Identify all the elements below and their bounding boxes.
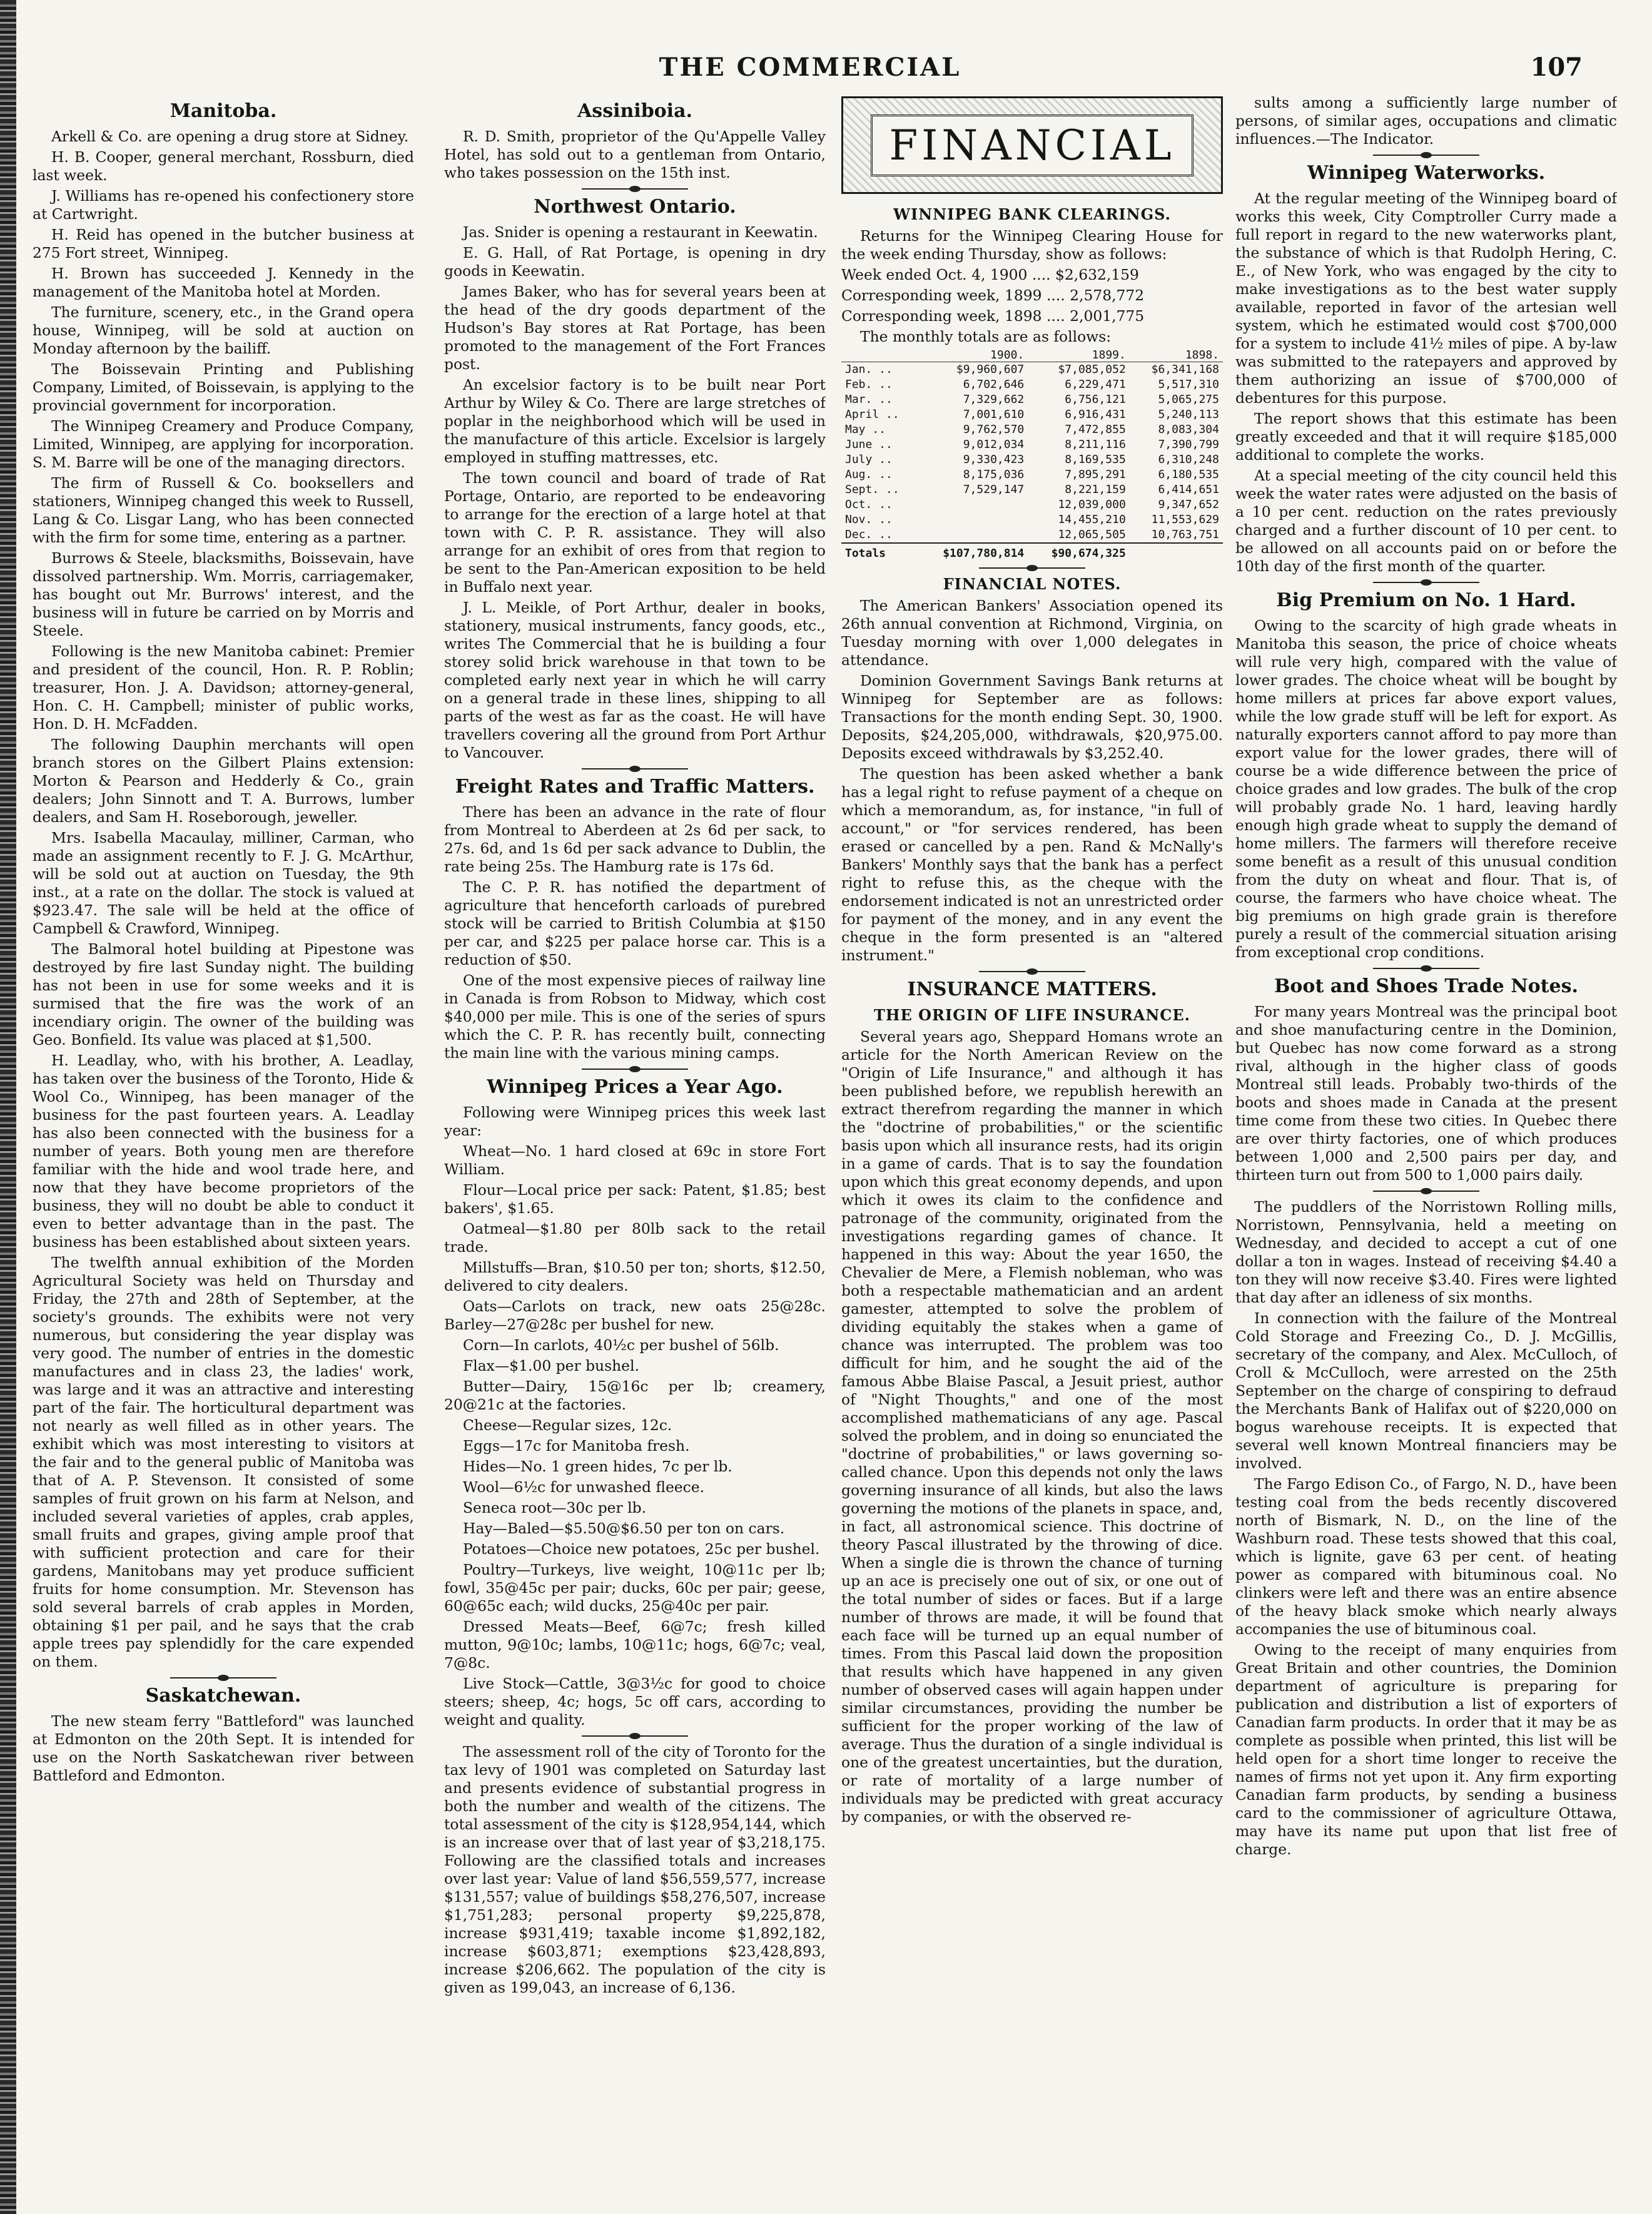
paragraph: The Boissevain Printing and Publishing Company, Limited, of Boissevain, is applying to the provincial government for incorporation.	[33, 360, 414, 414]
paragraph: The following Dauphin merchants will open branch stores on the Gilbert Plains extension: Morton & Pearson and Hedderly & Co., grain dealers; John Sinnott and T. A. Burrows, lumber dealers, and Sam H. Roseborough, jeweller.	[33, 736, 414, 826]
section-miscellaneous	[1235, 1198, 1617, 1859]
section-body	[1235, 1198, 1617, 1859]
paragraph: James Baker, who has for several years been at the head of the dry goods department of the Hudson's Bay stores at Rat Portage, has been promoted to the management of the Fort Frances post.	[444, 283, 826, 373]
table-cell: Totals	[841, 543, 918, 561]
table-cell: Jan. ..	[845, 363, 893, 376]
column-header: 1900.	[918, 348, 1028, 362]
table-cell: 9,012,034	[963, 438, 1025, 451]
paragraph: The assessment roll of the city of Toronto for the tax levy of 1901 was completed on Saturday last and presents evidence of substantial progress in both the number and wealth of the citizens. The total assessment of the city is $128,954,144, which is an increase over that of last year of $3,218,175. Following are the classified totals and increases over last year: Value of land $56,559,577, increase $131,557; value of buildings $58,276,507, increase $1,751,283; personal property $9,225,878, increase $931,419; taxable income $1,892,182, increase $603,871; exemptions $23,428,893, increase $206,662. The population of the city is given as 199,043, an increase of 6,136.	[444, 1743, 826, 1996]
weekly-line: Week ended Oct. 4, 1900 .... $2,632,159	[841, 266, 1139, 283]
table-row	[841, 452, 1223, 467]
table-cell: $107,780,814	[918, 543, 1028, 561]
table-cell: 12,065,505	[1058, 528, 1126, 541]
section-body	[841, 227, 1223, 263]
table-row	[841, 377, 1223, 392]
table-row	[841, 482, 1223, 497]
section-heading: WINNIPEG BANK CLEARINGS.	[893, 205, 1171, 223]
publication-title: THE COMMERCIAL	[659, 53, 961, 82]
paragraph: Hides—No. 1 green hides, 7c per lb.	[463, 1458, 732, 1475]
table-cell: 14,455,210	[1058, 513, 1126, 526]
table-cell	[918, 512, 1028, 527]
table-cell: 7,390,799	[1158, 438, 1219, 451]
weekly-clearings	[841, 266, 1223, 325]
paragraph: Poultry—Turkeys, live weight, 10@11c per lb; fowl, 35@45c per pair; ducks, 60c per pair; geese, 60@65c each; wild ducks, 25@40c per pair.	[444, 1561, 826, 1615]
table-cell: Feb. ..	[845, 378, 893, 391]
table-cell: Mar. ..	[845, 393, 893, 406]
section-body	[444, 803, 826, 1062]
table-cell: 8,175,036	[963, 468, 1025, 481]
section-northwest-ontario	[444, 196, 826, 762]
table-cell: 5,065,275	[1158, 393, 1219, 406]
paragraph: Corn—In carlots, 40½c per bushel of 56lb.	[463, 1336, 779, 1354]
section-body	[1235, 617, 1617, 962]
table-cell: Aug. ..	[845, 468, 893, 481]
section-divider	[582, 1069, 688, 1070]
paragraph: Seneca root—30c per lb.	[463, 1499, 647, 1516]
paragraph: Dressed Meats—Beef, 6@7c; fresh killed mutton, 9@10c; lambs, 10@11c; hogs, 6@7c; veal, 7@8c.	[444, 1618, 826, 1672]
section-body	[33, 128, 414, 1671]
section-body	[444, 128, 826, 182]
paragraph: In connection with the failure of the Montreal Cold Storage and Freezing Co., D. J. McGillis, secretary of the company, and Alex. McCulloch, of Croll & McCulloch, were arrested on the 25th September on the charge of conspiring to defraud the Merchants Bank of Halifax out of $220,000 on bogus warehouse receipts. It is expected that several well known Montreal financiers may be involved.	[1235, 1309, 1617, 1472]
table-cell: 10,763,751	[1151, 528, 1219, 541]
paragraph: The C. P. R. has notified the department of agriculture that henceforth carloads of purebred stock will be carried to British Columbia at $150 per car, and $225 per palace horse car. This is a reduction of $50.	[444, 878, 826, 968]
section-manitoba	[33, 100, 414, 1671]
weekly-line: Corresponding week, 1899 .... 2,578,772	[841, 287, 1145, 304]
paragraph: At the regular meeting of the Winnipeg board of works this week, City Comptroller Curry made a full report in regard to the new waterworks plant, the substance of which is that Rudolph Hering, C. E., of New York, who was engaged by the city to make investigations as to the best water supply available, reported in favor of the artesian well system, which he estimated would cost $700,000 for a system to include 41½ miles of pipe. A by-law was submitted to the ratepayers and approved by them authorizing an issue of $700,000 of debentures for this purpose.	[1235, 190, 1617, 407]
column-3	[841, 94, 1223, 2196]
table-row	[841, 422, 1223, 437]
table-cell: Dec. ..	[845, 528, 893, 541]
table-cell: $6,341,168	[1151, 363, 1219, 376]
article-subheading: THE ORIGIN OF LIFE INSURANCE.	[873, 1006, 1191, 1024]
paragraph: The new steam ferry "Battleford" was launched at Edmonton on the 20th Sept. It is intended for use on the North Saskatchewan river between Battleford and Edmonton.	[33, 1712, 414, 1784]
paragraph: Live Stock—Cattle, 3@3½c for good to choice steers; sheep, 4c; hogs, 5c off cars, according to weight and quality.	[444, 1675, 826, 1729]
section-heading: Winnipeg Waterworks.	[1307, 162, 1546, 184]
table-row	[841, 467, 1223, 482]
paragraph: The puddlers of the Norristown Rolling mills, Norristown, Pennsylvania, held a meeting on Wednesday, and decided to accept a cut of one dollar a ton in wages. Instead of receiving $4.40 a ton they will now receive $3.40. Fires were lighted that day after an idleness of six months.	[1235, 1198, 1617, 1306]
table-cell: Nov. ..	[845, 513, 893, 526]
table-cell: 5,240,113	[1158, 408, 1219, 421]
table-cell: $9,960,607	[956, 363, 1025, 376]
table-cell: 9,347,652	[1158, 498, 1219, 511]
paragraph: For many years Montreal was the principal boot and shoe manufacturing centre in the Dominion, but Quebec has now come forward as a strong rival, although in the higher class of goods Montreal still leads. Probably two-thirds of the boots and shoes made in Canada at the present time come from these two cities. In Quebec there are over thirty factories, one of which produces between 1,000 and 2,500 pairs per day, and thirteen turn out from 500 to 1,000 pairs daily.	[1235, 1003, 1617, 1184]
section-divider	[979, 567, 1085, 569]
paragraph: Flour—Local price per sack: Patent, $1.85; best bakers', $1.65.	[444, 1181, 826, 1217]
table-body	[841, 362, 1223, 544]
section-body	[1235, 1003, 1617, 1184]
table-cell: 6,756,121	[1065, 393, 1126, 406]
section-heading: Manitoba.	[170, 100, 277, 122]
section-divider	[170, 1677, 276, 1678]
section-divider	[582, 1735, 688, 1737]
paragraph: The furniture, scenery, etc., in the Grand opera house, Winnipeg, will be sold at auction on Monday afternoon by the bailiff.	[33, 303, 414, 357]
paragraph: Jas. Snider is opening a restaurant in Keewatin.	[463, 223, 818, 241]
paragraph: Following were Winnipeg prices this week last year:	[444, 1104, 826, 1139]
running-head	[38, 53, 1583, 84]
paragraph: Owing to the receipt of many enquiries from Great Britain and other countries, the Dominion department of agriculture is preparing for publication and distribution a list of exporters of Canadian farm products. In order that it may be as complete as possible when printed, this list will be held open for a short time longer to receive the names of firms not yet upon it. Any firm exporting Canadian farm products, by sending a business card to the commissioner of agriculture Ottawa, may have its name put upon that list free of charge.	[1235, 1641, 1617, 1858]
table-cell: 6,916,431	[1065, 408, 1126, 421]
table-cell: 7,895,291	[1065, 468, 1126, 481]
section-financial-notes	[841, 575, 1223, 965]
section-body	[1235, 94, 1617, 148]
table-cell: 7,472,855	[1065, 423, 1126, 436]
section-heading: Big Premium on No. 1 Hard.	[1276, 589, 1576, 611]
paragraph: An excelsior factory is to be built near Port Arthur by Wiley & Co. There are large stretches of poplar in the neighborhood which will be used in the manufacture of this article. Excelsior is largely employed in stuffing mattresses, etc.	[444, 376, 826, 466]
section-big-premium	[1235, 589, 1617, 962]
financial-banner-title: FINANCIAL	[871, 114, 1193, 176]
paragraph: Dominion Government Savings Bank returns at Winnipeg for September are as follows: Transactions for the month ending Sept. 30, 1900. Deposits, $24,205,000, withdrawals, $20,975.00. Deposits exceed withdrawals by $3,252.40.	[841, 672, 1223, 762]
paragraph: Flax—$1.00 per bushel.	[463, 1357, 639, 1374]
table-cell: Sept. ..	[845, 483, 899, 496]
table-cell: 8,221,159	[1065, 483, 1126, 496]
section-divider	[1373, 1191, 1479, 1192]
table-cell: 5,517,310	[1158, 378, 1219, 391]
table-row	[841, 362, 1223, 378]
clearings-table	[841, 348, 1223, 561]
column-1	[33, 94, 414, 2196]
paragraph: sults among a sufficiently large number of persons, of similar ages, occupations and climatic influences.—The Indicator.	[1235, 94, 1617, 148]
totals-row	[841, 543, 1223, 561]
table-row	[841, 527, 1223, 543]
table-cell: 6,702,646	[963, 378, 1025, 391]
table-row	[841, 512, 1223, 527]
paragraph: Butter—Dairy, 15@16c per lb; creamery, 20@21c at the factories.	[444, 1378, 826, 1413]
section-body	[1235, 190, 1617, 576]
paragraph: There has been an advance in the rate of flour from Montreal to Aberdeen at 2s 6d per sack, to 27s. 6d, and 1s 6d per sack advance to Dublin, the rate being 25s. The Hamburg rate is 17s 6d.	[444, 803, 826, 875]
table-cell: 8,211,116	[1065, 438, 1126, 451]
paragraph: The Winnipeg Creamery and Produce Company, Limited, Winnipeg, are applying for incorporation. S. M. Barre will be one of the managing directors.	[33, 417, 414, 471]
section-heading: INSURANCE MATTERS.	[907, 978, 1157, 1000]
section-divider	[1373, 155, 1479, 156]
paragraph: E. G. Hall, of Rat Portage, is opening in dry goods in Keewatin.	[444, 244, 826, 280]
section-insurance-matters	[841, 978, 1223, 1826]
table-cell	[918, 497, 1028, 512]
paragraph: Oatmeal—$1.80 per 80lb sack to the retail trade.	[444, 1220, 826, 1256]
paragraph: H. Leadlay, who, with his brother, A. Leadlay, has taken over the business of the Toronto, Hide & Wool Co., Winnipeg, has been manager of the business for the past fourteen years. A. Leadlay has also been connected with the business for a number of years. Both young men are therefore familiar with the hide and wool trade here, and now that they have become proprietors of the business, they will no doubt be able to conduct it even to better advantage than in the past. The business has been established about sixteen years.	[33, 1052, 414, 1251]
table-cell: 7,529,147	[963, 483, 1025, 496]
section-heading: Boot and Shoes Trade Notes.	[1274, 975, 1578, 997]
table-cell: April ..	[845, 408, 899, 421]
table-row	[841, 407, 1223, 422]
paragraph: One of the most expensive pieces of railway line in Canada is from Robson to Midway, which cost $40,000 per mile. This is one of the series of spurs which the C. P. R. has recently built, connecting the main line with the various mining camps.	[444, 972, 826, 1062]
column-4	[1235, 94, 1617, 2196]
paragraph: Returns for the Winnipeg Clearing House for the week ending Thursday, show as follows:	[841, 227, 1223, 263]
paragraph: Wheat—No. 1 hard closed at 69c in store Fort William.	[444, 1142, 826, 1178]
paragraph: Wool—6½c for unwashed fleece.	[463, 1478, 705, 1496]
section-divider	[1373, 968, 1479, 969]
section-heading: Freight Rates and Traffic Matters.	[455, 776, 815, 798]
paragraph: Owing to the scarcity of high grade wheats in Manitoba this season, the price of choice wheats will rule very high, compared with the value of lower grades. The choice wheat will be bought by home millers at prices far above export values, while the low grade stuff will be left for export. As naturally exporters cannot afford to pay more than export value for the lower grades, there will of course be a wide difference between the price of choice grades and low grades. The bulk of the crop will probably grade No. 1 hard, leaving hardly enough high grade wheat to supply the demand of home millers. The farmers will therefore receive some benefit as a result of this unusual condition from the duty on wheat and flour. That is, of course, the farmers who have choice wheat. The big premiums on high grade grain is therefore purely a result of the commercial situation arising from exceptional crop conditions.	[1235, 617, 1617, 961]
section-boot-and-shoes	[1235, 975, 1617, 1184]
paragraph: Arkell & Co. are opening a drug store at Sidney.	[51, 128, 409, 145]
table-row	[841, 437, 1223, 452]
section-body	[444, 1104, 826, 1729]
paragraph: The twelfth annual exhibition of the Morden Agricultural Society was held on Thursday and Friday, the 27th and 28th of September, at the society's grounds. The exhibits were not very numerous, but considering the year display was very good. The number of entries in the domestic manufactures and in class 23, the ladies' work, was large and it was an attractive and interesting part of the fair. The horticultural department was not nearly as well filled as in other years. The exhibit which was most interesting to visitors at the fair and to the general public of Manitoba was that of A. P. Stevenson. It consisted of some samples of fruit grown on his farm at Nelson, and included several varieties of apples, crab apples, small fruits and grapes, giving ample proof that with sufficient protection and care for their gardens, Manitobans may yet produce sufficient fruits for home consumption. Mr. Stevenson has sold several barrels of crab apples in Morden, obtaining $1 per pail, and he says that the crab apple trees pay splendidly for the care expended on them.	[33, 1254, 414, 1670]
table-cell: Oct. ..	[845, 498, 893, 511]
table-cell: 7,001,610	[963, 408, 1025, 421]
paragraph: The report shows that this estimate has been greatly exceeded and that it will require $185,000 additional to complete the works.	[1235, 410, 1617, 464]
table-cell	[1130, 543, 1223, 561]
financial-banner	[841, 96, 1223, 194]
section-heading: Saskatchewan.	[145, 1685, 302, 1707]
paragraph: Hay—Baled—$5.50@$6.50 per ton on cars.	[463, 1520, 785, 1537]
paragraph: H. Brown has succeeded J. Kennedy in the management of the Manitoba hotel at Morden.	[33, 265, 414, 300]
section-body	[444, 223, 826, 762]
section-heading: Winnipeg Prices a Year Ago.	[487, 1076, 783, 1098]
section-divider	[582, 768, 688, 769]
section-freight-rates	[444, 776, 826, 1062]
paragraph: The Fargo Edison Co., of Fargo, N. D., have been testing coal from the beds recently discovered north of Bismark, N. D., on the line of the Washburn road. These tests showed that this coal, which is lignite, gave 63 per cent. of heating power as compared with bituminous coal. No clinkers were left and there was an entire absence of the heavy black smoke which nearly always accompanies the use of bituminous coal.	[1235, 1475, 1617, 1638]
table-cell: 9,330,423	[963, 453, 1025, 466]
table-cell: 6,414,651	[1158, 483, 1219, 496]
table-header-row	[841, 348, 1223, 362]
paragraph: Potatoes—Choice new potatoes, 25c per bushel.	[463, 1540, 820, 1558]
section-bank-clearings	[841, 205, 1223, 561]
section-winnipeg-prices	[444, 1076, 826, 1729]
table-cell: July ..	[845, 453, 893, 466]
table-row	[841, 497, 1223, 512]
table-cell: $7,085,052	[1058, 363, 1126, 376]
weekly-line: Corresponding week, 1898 .... 2,001,775	[841, 307, 1145, 325]
paragraph: H. Reid has opened in the butcher business at 275 Fort street, Winnipeg.	[33, 226, 414, 262]
paragraph: Cheese—Regular sizes, 12c.	[463, 1416, 672, 1434]
table-cell: June ..	[845, 438, 893, 451]
table-cell: 8,169,535	[1065, 453, 1126, 466]
paragraph: The town council and board of trade of Rat Portage, Ontario, are reported to be endeavoring to arrange for the erection of a large hotel at that town with C. P. R. assistance. They will also arrange for an exhibit of ores from that region to be sent to the Pan-American exposition to be held in Buffalo next year.	[444, 469, 826, 596]
table-cell: 6,180,535	[1158, 468, 1219, 481]
section-body	[33, 1712, 414, 1785]
paragraph: J. Williams has re-opened his confectionery store at Cartwright.	[33, 187, 414, 223]
table-cell: May ..	[845, 423, 886, 436]
table-cell: 6,229,471	[1065, 378, 1126, 391]
section-winnipeg-waterworks	[1235, 162, 1617, 576]
page-edge	[0, 0, 16, 2214]
section-heading: FINANCIAL NOTES.	[943, 575, 1122, 593]
section-divider	[582, 188, 688, 190]
section-body	[841, 1028, 1223, 1826]
paragraph: The American Bankers' Association opened its 26th annual convention at Richmond, Virginia, on Tuesday morning with over 1,000 delegates in attendance.	[841, 597, 1223, 669]
table-cell: 12,039,000	[1058, 498, 1126, 511]
paragraph: Burrows & Steele, blacksmiths, Boissevain, have dissolved partnership. Wm. Morris, carriagemaker, has bought out Mr. Burrows' interest, and the business will in future be carried on by Morris and Steele.	[33, 549, 414, 639]
section-divider	[979, 971, 1085, 972]
section-toronto-assessment	[444, 1743, 826, 1997]
column-header: 1898.	[1130, 348, 1223, 362]
paragraph: Eggs—17c for Manitoba fresh.	[463, 1437, 690, 1455]
table-row	[841, 392, 1223, 407]
table-cell: 7,329,662	[963, 393, 1025, 406]
paragraph: R. D. Smith, proprietor of the Qu'Appelle Valley Hotel, has sold out to a gentleman from Ontario, who takes possession on the 15th inst.	[444, 128, 826, 181]
table-cell: 6,310,248	[1158, 453, 1219, 466]
paragraph: H. B. Cooper, general merchant, Rossburn, died last week.	[33, 148, 414, 184]
paragraph: J. L. Meikle, of Port Arthur, dealer in books, stationery, musical instruments, fancy goods, etc., writes The Commercial that he is building a four storey solid brick warehouse in that town to be completed early next year in which he will carry on a general trade in these lines, shipping to all parts of the west as far as the coast. He will have travellers covering all the ground from Port Arthur to Vancouver.	[444, 599, 826, 761]
table-cell: 11,553,629	[1151, 513, 1219, 526]
table-cell: 8,083,304	[1158, 423, 1219, 436]
paragraph: Several years ago, Sheppard Homans wrote an article for the North American Review on the "Origin of Life Insurance," and although it has been published before, we republish herewith an extract therefrom regarding the manner in which the "doctrine of probabilities," or the scientific basis upon which all insurance rests, had its origin in a game of cards. That is to say the foundation upon which this great economy depends, and upon which it owes its claim to the confidence and patronage of the community, originated from the investigations regarding games of chance. It happened in this way: About the year 1650, the Chevalier de Mere, a Flemish nobleman, who was both a respectable mathematician and an ardent gamester, attempted to solve the problem of dividing equitably the stakes when a game of chance was interrupted. The problem was too difficult for him, and he sought the aid of the famous Abbe Blaise Pascal, a Jesuit priest, author of "Night Thoughts," and one of the most accomplished mathematicians of any age. Pascal solved the problem, and in doing so enunciated the "doctrine of probabilities," or laws governing so-called chance. Upon this depends not only the laws governing insurance of all kinds, but also the laws governing the motions of the planets in space, and, in fact, all astronomical science. This doctrine of theory Pascal illustrated by the throwing of dice. When a single die is thrown the chance of turning up an ace is precisely one out of six, or one out of the total number of sides or faces. But if a large number of throws are made, it will be found that each face will be turned up an equal number of times. From this Pascal laid down the proposition that results which have happened in any given number of observed cases will again happen under similar circumstances, providing the number be sufficient for the proper working of the law of average. Thus the duration of a single individual is one of the greatest uncertainties, but the duration, or rate of mortality of a large number of individuals may be predicted with great accuracy by companies, or with the observed re-	[841, 1028, 1223, 1826]
column-header	[841, 348, 918, 362]
table-cell	[918, 527, 1028, 543]
section-assiniboia	[444, 100, 826, 182]
section-divider	[1373, 582, 1479, 583]
table-cell: $90,674,325	[1028, 543, 1130, 561]
section-body	[444, 1743, 826, 1997]
paragraph: Following is the new Manitoba cabinet: Premier and president of the council, Hon. R. P. Roblin; treasurer, Hon. J. A. Davidson; attorney-general, Hon. C. H. Campbell; minister of public works, Hon. D. H. McFadden.	[33, 642, 414, 733]
section-insurance-continued	[1235, 94, 1617, 148]
section-body	[841, 597, 1223, 965]
column-header: 1899.	[1028, 348, 1130, 362]
column-2	[444, 94, 826, 2196]
paragraph: Millstuffs—Bran, $10.50 per ton; shorts, $12.50, delivered to city dealers.	[444, 1259, 826, 1294]
paragraph: The question has been asked whether a bank has a legal right to refuse payment of a cheque on which a memorandum, as, for instance, "in full of account," or "for services rendered, has been erased or cancelled by a pen. Rand & McNally's Bankers' Monthly says that the bank has a perfect right to refuse this, as the cheque with the endorsement indicated is not an unrestricted order for payment of the money, and in any event the cheque in the form presented is an "altered instrument."	[841, 765, 1223, 964]
paragraph: Oats—Carlots on track, new oats 25@28c. Barley—27@28c per bushel for new.	[444, 1297, 826, 1333]
paragraph: At a special meeting of the city council held this week the water rates were adjusted on the basis of a 10 per cent. reduction on the rates previously charged and a further discount of 10 per cent. to be allowed on all accounts paid on or before the 10th day of the first month of the quarter.	[1235, 467, 1617, 575]
paragraph: The Balmoral hotel building at Pipestone was destroyed by fire last Sunday night. The building has not been in use for some weeks and it is surmised that the fire was the work of an incendiary origin. The owner of the building was Geo. Bonfield. Its value was placed at $1,500.	[33, 940, 414, 1049]
table-cell: 9,762,570	[963, 423, 1025, 436]
paragraph: The firm of Russell & Co. booksellers and stationers, Winnipeg changed this week to Russell, Lang & Co. Lisgar Lang, who has been connected with the firm for some time, entering as a partner.	[33, 474, 414, 546]
section-heading: Northwest Ontario.	[534, 196, 736, 218]
monthly-intro: The monthly totals are as follows:	[860, 328, 1112, 345]
section-heading: Assiniboia.	[577, 100, 692, 122]
section-saskatchewan	[33, 1685, 414, 1785]
paragraph: Mrs. Isabella Macaulay, milliner, Carman, who made an assignment recently to F. J. G. McArthur, will be sold out at auction on Tuesday, the 9th inst., at a rate on the dollar. The stock is valued at $923.47. The sale will be held at the office of Campbell & Crawford, Winnipeg.	[33, 829, 414, 937]
page-number: 107	[1530, 53, 1583, 82]
